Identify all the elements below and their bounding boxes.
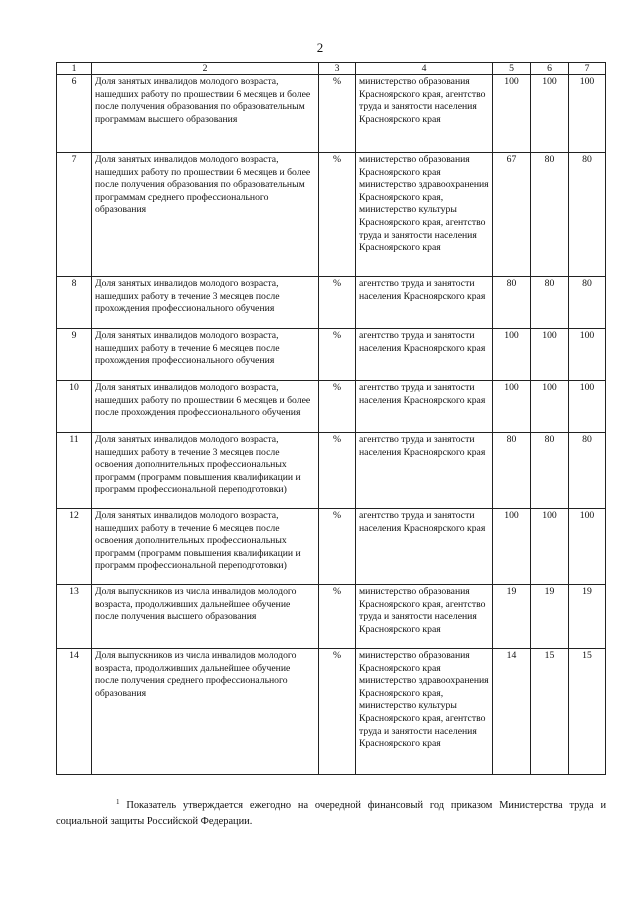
- value-col6: 80: [531, 433, 569, 509]
- indicator-name: Доля выпускников из числа инвалидов молодого возраста, продолживших дальнейшее обучение после получения высшего образования: [92, 585, 319, 649]
- table-row: [57, 75, 606, 153]
- row-number: 9: [57, 329, 92, 381]
- value-col6: 100: [531, 329, 569, 381]
- value-col5: 100: [493, 75, 531, 153]
- indicator-name: Доля занятых инвалидов молодого возраста, нашедших работу по прошествии 6 месяцев и более после получения образования по образовательным программам среднего профессионального образования: [92, 153, 319, 277]
- column-header: 4: [356, 63, 493, 75]
- executor: министерство образования Красноярского края, агентство труда и занятости населения Красноярского края: [356, 585, 493, 649]
- table-row: [57, 433, 606, 509]
- table-row: [57, 277, 606, 329]
- column-header: 3: [319, 63, 356, 75]
- value-col7: 100: [569, 329, 606, 381]
- value-col5: 67: [493, 153, 531, 277]
- value-col7: 100: [569, 75, 606, 153]
- indicator-name: Доля занятых инвалидов молодого возраста, нашедших работу в течение 3 месяцев после освоения дополнительных профессиональных программ (программ повышения квалификации и программ профессиональной переподготовки): [92, 433, 319, 509]
- executor: министерство образования Красноярского края министерство здравоохранения Красноярского края, министерство культуры Красноярского края, агентство труда и занятости населения Красноярского края: [356, 649, 493, 775]
- value-col5: 100: [493, 329, 531, 381]
- executor: министерство образования Красноярского края министерство здравоохранения Красноярского края, министерство культуры Красноярского края, агентство труда и занятости населения Красноярского края: [356, 153, 493, 277]
- unit: %: [319, 649, 356, 775]
- value-col6: 19: [531, 585, 569, 649]
- row-number: 12: [57, 509, 92, 585]
- table-row: [57, 649, 606, 775]
- table-row: [57, 329, 606, 381]
- value-col6: 100: [531, 381, 569, 433]
- footnote-marker: 1: [116, 798, 120, 806]
- value-col5: 19: [493, 585, 531, 649]
- unit: %: [319, 381, 356, 433]
- indicator-name: Доля занятых инвалидов молодого возраста, нашедших работу по прошествии 6 месяцев и более после прохождения профессионального обучения: [92, 381, 319, 433]
- column-header: 6: [531, 63, 569, 75]
- row-number: 6: [57, 75, 92, 153]
- unit: %: [319, 433, 356, 509]
- indicator-name: Доля выпускников из числа инвалидов молодого возраста, продолживших дальнейшее обучение после получения среднего профессионального образования: [92, 649, 319, 775]
- executor: агентство труда и занятости населения Красноярского края: [356, 277, 493, 329]
- page-number: 2: [316, 40, 324, 55]
- row-number: 14: [57, 649, 92, 775]
- value-col7: 80: [569, 433, 606, 509]
- value-col7: 19: [569, 585, 606, 649]
- value-col7: 80: [569, 153, 606, 277]
- column-header: 2: [92, 63, 319, 75]
- value-col6: 15: [531, 649, 569, 775]
- table-row: [57, 381, 606, 433]
- value-col5: 80: [493, 433, 531, 509]
- executor: агентство труда и занятости населения Красноярского края: [356, 509, 493, 585]
- table-row: [57, 509, 606, 585]
- executor: министерство образования Красноярского края, агентство труда и занятости населения Красноярского края: [356, 75, 493, 153]
- row-number: 8: [57, 277, 92, 329]
- value-col6: 80: [531, 277, 569, 329]
- column-header: 1: [57, 63, 92, 75]
- indicator-name: Доля занятых инвалидов молодого возраста, нашедших работу в течение 6 месяцев после прохождения профессионального обучения: [92, 329, 319, 381]
- row-number: 10: [57, 381, 92, 433]
- value-col5: 100: [493, 509, 531, 585]
- row-number: 13: [57, 585, 92, 649]
- value-col6: 100: [531, 75, 569, 153]
- unit: %: [319, 585, 356, 649]
- footnote: [56, 797, 606, 830]
- unit: %: [319, 153, 356, 277]
- indicators-table: [56, 62, 606, 775]
- table-row: [57, 153, 606, 277]
- column-header: 7: [569, 63, 606, 75]
- row-number: 7: [57, 153, 92, 277]
- table-header-row: [57, 63, 606, 75]
- value-col6: 80: [531, 153, 569, 277]
- unit: %: [319, 509, 356, 585]
- value-col7: 100: [569, 509, 606, 585]
- value-col5: 100: [493, 381, 531, 433]
- value-col5: 80: [493, 277, 531, 329]
- indicator-name: Доля занятых инвалидов молодого возраста, нашедших работу в течение 6 месяцев после освоения дополнительных профессиональных программ (программ повышения квалификации и программ профессиональной переподготовки): [92, 509, 319, 585]
- executor: агентство труда и занятости населения Красноярского края: [356, 329, 493, 381]
- indicator-name: Доля занятых инвалидов молодого возраста, нашедших работу в течение 3 месяцев после прохождения профессионального обучения: [92, 277, 319, 329]
- executor: агентство труда и занятости населения Красноярского края: [356, 381, 493, 433]
- footnote-text: Показатель утверждается ежегодно на очередной финансовый год приказом Министерства труда и социальной защиты Российской Федерации.: [56, 800, 606, 828]
- table-row: [57, 585, 606, 649]
- unit: %: [319, 329, 356, 381]
- indicator-name: Доля занятых инвалидов молодого возраста, нашедших работу по прошествии 6 месяцев и более после получения образования по образовательным программам высшего образования: [92, 75, 319, 153]
- executor: агентство труда и занятости населения Красноярского края: [356, 433, 493, 509]
- value-col7: 15: [569, 649, 606, 775]
- unit: %: [319, 277, 356, 329]
- value-col6: 100: [531, 509, 569, 585]
- row-number: 11: [57, 433, 92, 509]
- value-col7: 100: [569, 381, 606, 433]
- column-header: 5: [493, 63, 531, 75]
- unit: %: [319, 75, 356, 153]
- value-col7: 80: [569, 277, 606, 329]
- value-col5: 14: [493, 649, 531, 775]
